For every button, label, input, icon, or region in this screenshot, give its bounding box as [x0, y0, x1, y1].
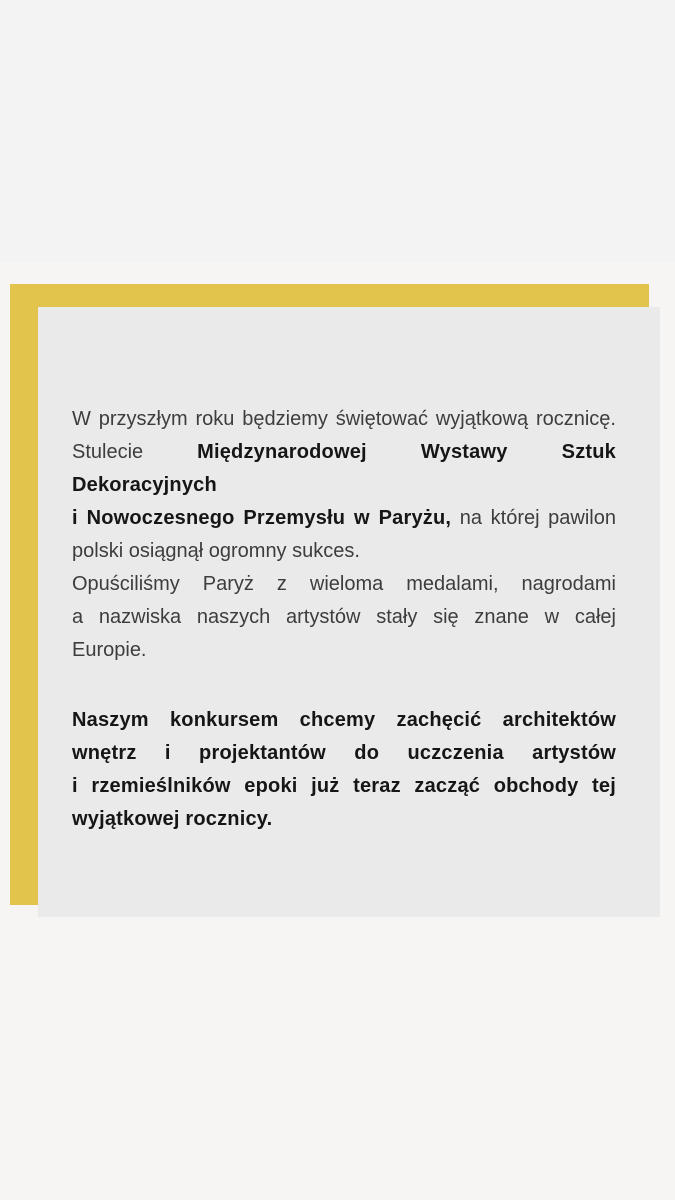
text-segment: polski osiągnął ogromny sukces. [72, 540, 360, 562]
bold-text-segment: wnętrz i projektantów do uczczenia artystów [72, 742, 616, 764]
text-line [72, 502, 616, 535]
text-line [72, 634, 616, 667]
text-segment: na której pawilon [451, 507, 616, 529]
text-line [72, 403, 616, 436]
previous-slide-edge [0, 0, 675, 262]
contest-paragraph [72, 704, 616, 836]
bold-text-segment: wyjątkowej rocznicy. [72, 808, 273, 830]
bold-text-segment: Naszym konkursem chcemy zachęcić architektów [72, 709, 616, 731]
text-line [72, 601, 616, 634]
text-card [38, 307, 660, 917]
text-segment: Europie. [72, 639, 147, 661]
text-line [72, 436, 616, 502]
bold-text-segment: Międzynarodowej Wystawy Sztuk Dekoracyjnych [72, 441, 617, 496]
text-line [72, 770, 616, 803]
bold-text-segment: i Nowoczesnego Przemysłu w Paryżu, [72, 507, 452, 529]
text-segment: a nazwiska naszych artystów stały się znane w całej [72, 606, 616, 628]
text-line [72, 535, 616, 568]
slide [0, 262, 675, 1200]
text-segment: W przyszłym roku będziemy świętować wyjątkową rocznicę. [72, 408, 616, 430]
text-line [72, 803, 616, 836]
text-line [72, 737, 616, 770]
text-line [72, 568, 616, 601]
slide-text-block [72, 403, 616, 836]
bold-text-segment: i rzemieślników epoki już teraz zacząć obchody tej [72, 775, 616, 797]
text-line [72, 704, 616, 737]
intro-paragraph [72, 403, 616, 667]
text-segment: Stulecie [72, 441, 198, 463]
text-segment: Opuściliśmy Paryż z wieloma medalami, nagrodami [72, 573, 616, 595]
